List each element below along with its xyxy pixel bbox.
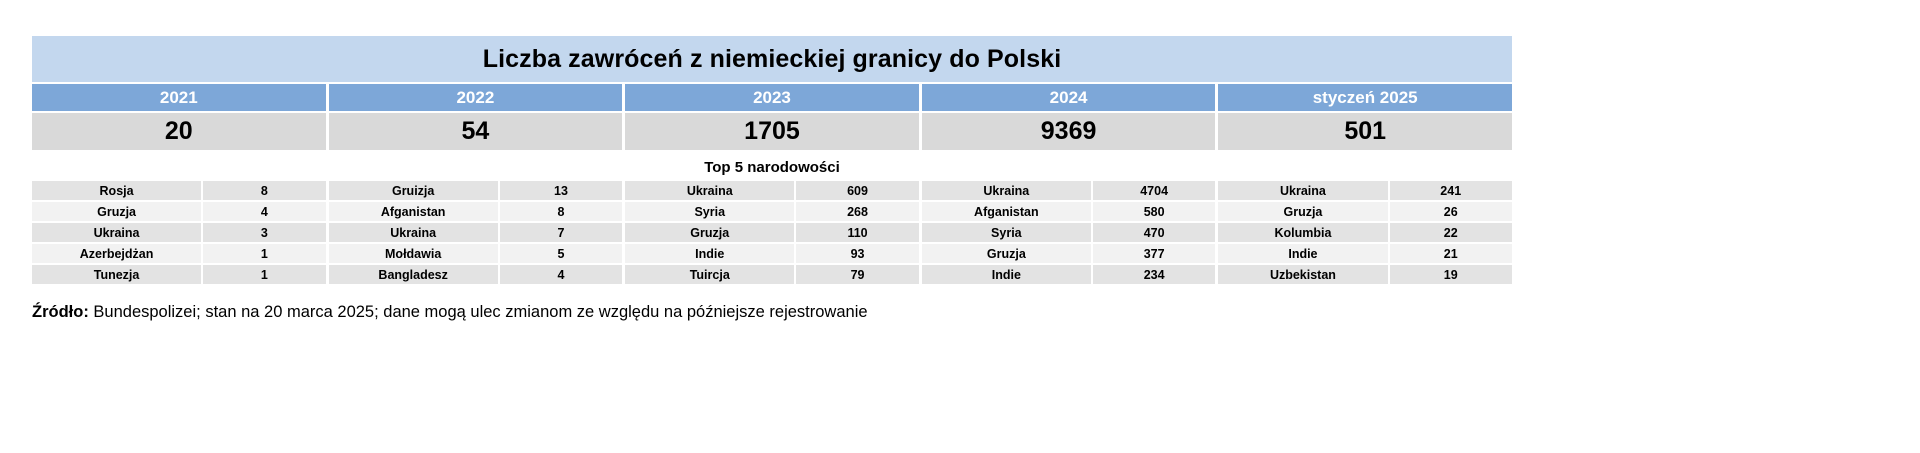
table-row	[32, 181, 1512, 200]
nationality-cell-group	[625, 265, 919, 284]
year-header-cell: 2024	[922, 84, 1216, 111]
nationality-count: 79	[796, 265, 918, 284]
nationality-cell-group	[625, 181, 919, 200]
nationality-count: 8	[203, 181, 325, 200]
nationality-count: 1	[203, 244, 325, 263]
nationality-cell-group	[922, 202, 1216, 221]
nationality-name: Tuircja	[625, 265, 794, 284]
table-row	[32, 202, 1512, 221]
table-row	[32, 223, 1512, 242]
year-total-value: 1705	[625, 113, 919, 150]
nationality-name: Gruzja	[32, 202, 201, 221]
nationality-cell-group	[1218, 223, 1512, 242]
nationality-cell-group	[922, 265, 1216, 284]
nationality-cell-group	[329, 223, 623, 242]
year-header-cell: 2021	[32, 84, 326, 111]
nationality-name: Afganistan	[922, 202, 1091, 221]
nationality-name: Gruizja	[329, 181, 498, 200]
nationality-count: 7	[500, 223, 622, 242]
nationality-name: Azerbejdżan	[32, 244, 201, 263]
nationality-name: Uzbekistan	[1218, 265, 1387, 284]
nationality-count: 8	[500, 202, 622, 221]
nationality-table	[32, 181, 1512, 284]
nationality-name: Ukraina	[329, 223, 498, 242]
nationality-name: Gruzja	[1218, 202, 1387, 221]
nationality-name: Ukraina	[1218, 181, 1387, 200]
nationality-cell-group	[32, 181, 326, 200]
nationality-name: Ukraina	[625, 181, 794, 200]
nationality-cell-group	[32, 202, 326, 221]
source-note	[32, 303, 868, 322]
nationality-count: 4704	[1093, 181, 1215, 200]
nationality-cell-group	[32, 223, 326, 242]
nationality-name: Gruzja	[625, 223, 794, 242]
nationality-name: Tunezja	[32, 265, 201, 284]
nationality-name: Gruzja	[922, 244, 1091, 263]
nationality-cell-group	[329, 265, 623, 284]
nationality-name: Kolumbia	[1218, 223, 1387, 242]
nationality-name: Afganistan	[329, 202, 498, 221]
year-total-value: 501	[1218, 113, 1512, 150]
nationality-name: Indie	[625, 244, 794, 263]
nationality-count: 1	[203, 265, 325, 284]
nationality-cell-group	[32, 244, 326, 263]
nationality-name: Indie	[1218, 244, 1387, 263]
year-total-row	[32, 113, 1512, 150]
nationality-count: 580	[1093, 202, 1215, 221]
table-row	[32, 244, 1512, 263]
chart-title-bar	[32, 36, 1512, 82]
nationality-cell-group	[1218, 265, 1512, 284]
nationality-count: 234	[1093, 265, 1215, 284]
nationality-name: Bangladesz	[329, 265, 498, 284]
table-row	[32, 265, 1512, 284]
nationality-cell-group	[922, 223, 1216, 242]
year-total-value: 54	[329, 113, 623, 150]
nationality-count: 26	[1390, 202, 1512, 221]
source-text: Bundespolizei; stan na 20 marca 2025; dane mogą ulec zmianom ze względu na późniejsze rejestrowanie	[88, 303, 868, 321]
nationality-cell-group	[1218, 181, 1512, 200]
nationality-name: Mołdawia	[329, 244, 498, 263]
year-header-cell: 2023	[625, 84, 919, 111]
nationality-count: 19	[1390, 265, 1512, 284]
nationality-cell-group	[32, 265, 326, 284]
nationality-count: 470	[1093, 223, 1215, 242]
nationality-cell-group	[329, 244, 623, 263]
nationality-name: Indie	[922, 265, 1091, 284]
nationality-count: 4	[203, 202, 325, 221]
nationality-name: Ukraina	[32, 223, 201, 242]
year-header-cell: 2022	[329, 84, 623, 111]
year-header-row	[32, 84, 1512, 111]
year-total-value: 9369	[922, 113, 1216, 150]
nationality-cell-group	[1218, 202, 1512, 221]
nationality-cell-group	[329, 181, 623, 200]
nationality-name: Rosja	[32, 181, 201, 200]
nationality-cell-group	[625, 223, 919, 242]
source-label: Źródło:	[32, 303, 89, 321]
year-total-value: 20	[32, 113, 326, 150]
nationality-count: 22	[1390, 223, 1512, 242]
nationality-count: 268	[796, 202, 918, 221]
nationality-count: 241	[1390, 181, 1512, 200]
nationality-cell-group	[625, 244, 919, 263]
nationality-count: 4	[500, 265, 622, 284]
year-header-cell: styczeń 2025	[1218, 84, 1512, 111]
infographic-container	[32, 36, 1512, 286]
nationality-cell-group	[1218, 244, 1512, 263]
nationality-name: Syria	[625, 202, 794, 221]
nationality-count: 3	[203, 223, 325, 242]
nationality-count: 21	[1390, 244, 1512, 263]
nationality-cell-group	[625, 202, 919, 221]
nationality-count: 5	[500, 244, 622, 263]
nationality-cell-group	[922, 181, 1216, 200]
nationality-count: 13	[500, 181, 622, 200]
nationality-count: 377	[1093, 244, 1215, 263]
page-title: Liczba zawróceń z niemieckiej granicy do Polski	[482, 44, 1062, 73]
nationality-count: 110	[796, 223, 918, 242]
top5-subtitle: Top 5 narodowości	[704, 158, 840, 176]
nationality-cell-group	[329, 202, 623, 221]
nationality-cell-group	[922, 244, 1216, 263]
nationality-name: Syria	[922, 223, 1091, 242]
nationality-count: 93	[796, 244, 918, 263]
nationality-name: Ukraina	[922, 181, 1091, 200]
nationality-count: 609	[796, 181, 918, 200]
